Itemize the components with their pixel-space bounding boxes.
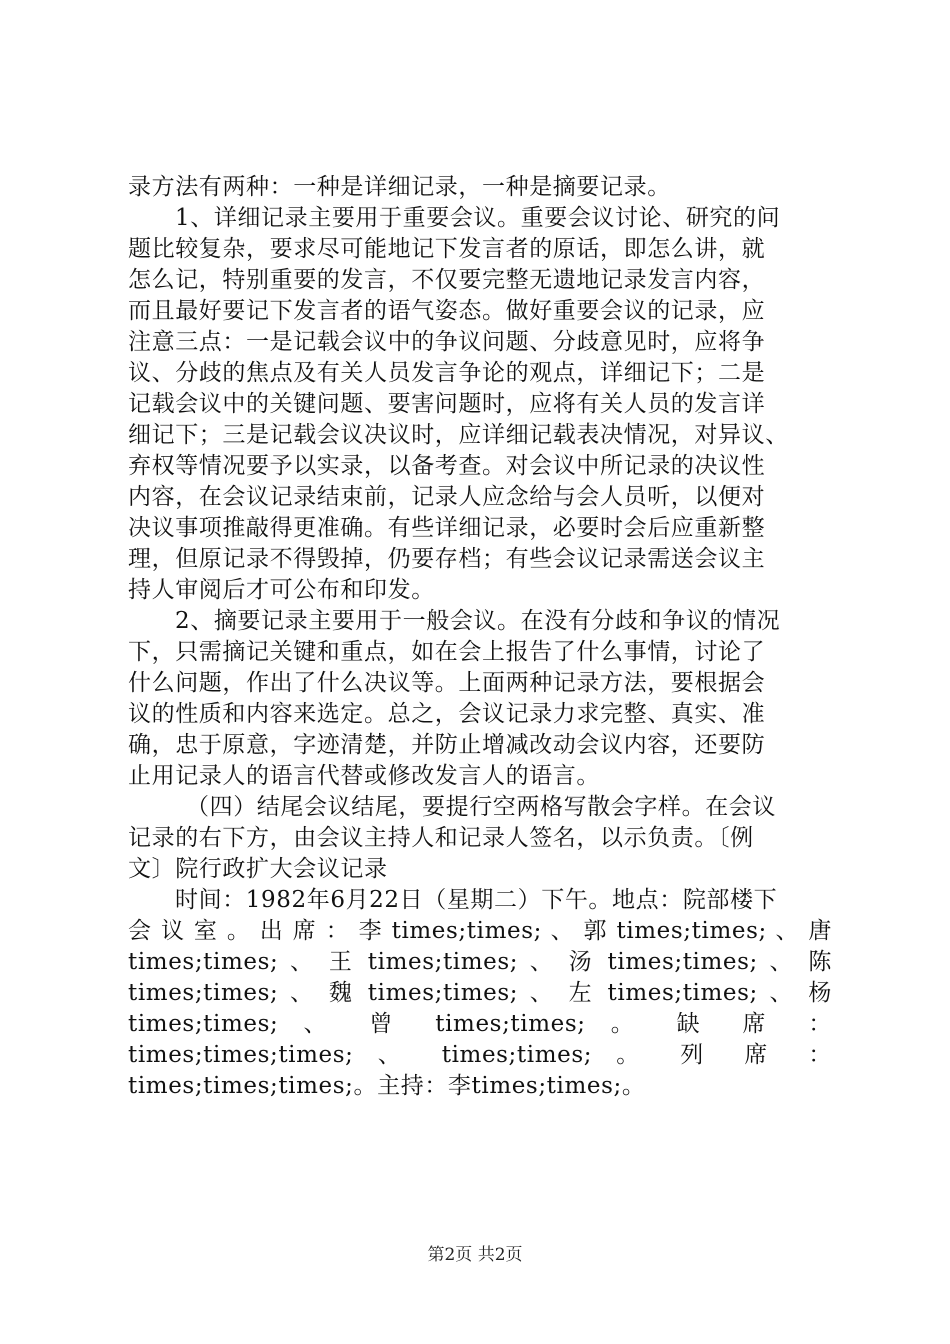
text-line: 细记下；三是记载会议决议时，应详细记载表决情况，对异议、 bbox=[128, 422, 789, 448]
text-line: 议、分歧的焦点及有关人员发言争论的观点，详细记下；二是 bbox=[128, 360, 766, 386]
text-line: times;times;times; 、 times;times; 。 列 席 ： bbox=[128, 1042, 832, 1068]
text-line: times;times;times;。主持：李times;times;。 bbox=[128, 1073, 646, 1099]
text-line: 怎么记，特别重要的发言，不仅要完整无遗地记录发言内容， bbox=[128, 267, 766, 293]
text-line: 弃权等情况要予以实录，以备考查。对会议中所记录的决议性 bbox=[128, 453, 766, 479]
text-line: times;times; 、 魏 times;times; 、 左 times;times; 、 杨 bbox=[128, 980, 832, 1006]
text-line: 注意三点：一是记载会议中的争议问题、分歧意见时，应将争 bbox=[128, 329, 766, 355]
text-line: （四）结尾会议结尾，要提行空两格写散会字样。在会议 bbox=[186, 794, 776, 820]
text-line: 持人审阅后才可公布和印发。 bbox=[128, 577, 435, 603]
text-line: 内容，在会议记录结束前，记录人应念给与会人员听，以便对 bbox=[128, 484, 766, 510]
text-line: 记录的右下方，由会议主持人和记录人签名，以示负责。〔例 bbox=[128, 825, 754, 851]
text-line: 止用记录人的语言代替或修改发言人的语言。 bbox=[128, 763, 600, 789]
text-line: 理，但原记录不得毁掉，仍要存档；有些会议记录需送会议主 bbox=[128, 546, 766, 572]
text-line: 什么问题，作出了什么决议等。上面两种记录方法，要根据会 bbox=[128, 670, 766, 696]
text-line: 时间：1982年6月22日（星期二）下午。地点：院部楼下 bbox=[175, 887, 778, 913]
text-line: 记载会议中的关键问题、要害问题时，应将有关人员的发言详 bbox=[128, 391, 766, 417]
text-line: 1、详细记录主要用于重要会议。重要会议讨论、研究的问 bbox=[175, 205, 781, 231]
text-line: 议的性质和内容来选定。总之，会议记录力求完整、真实、准 bbox=[128, 701, 766, 727]
text-line: times;times; 、 王 times;times; 、 汤 times;times; 、 陈 bbox=[128, 949, 832, 975]
text-line: 2、摘要记录主要用于一般会议。在没有分歧和争议的情况 bbox=[175, 608, 781, 634]
text-line: 会 议 室 。 出 席 ： 李 times;times; 、 郭 times;times; 、 唐 bbox=[128, 918, 832, 944]
text-line: 录方法有两种：一种是详细记录，一种是摘要记录。 bbox=[128, 174, 671, 200]
text-line: 文〕院行政扩大会议记录 bbox=[128, 856, 388, 882]
text-line: 而且最好要记下发言者的语气姿态。做好重要会议的记录，应 bbox=[128, 298, 766, 324]
text-line: 题比较复杂，要求尽可能地记下发言者的原话，即怎么讲，就 bbox=[128, 236, 766, 262]
text-line: 下，只需摘记关键和重点，如在会上报告了什么事情，讨论了 bbox=[128, 639, 766, 665]
document-body bbox=[128, 172, 832, 1102]
text-line: times;times; 、 曾 times;times; 。 缺 席 ： bbox=[128, 1011, 832, 1037]
page-footer: 第2页 共2页 bbox=[427, 1245, 523, 1265]
text-line: 确，忠于原意，字迹清楚，并防止增减改动会议内容，还要防 bbox=[128, 732, 766, 758]
text-line: 决议事项推敲得更准确。有些详细记录，必要时会后应重新整 bbox=[128, 515, 766, 541]
